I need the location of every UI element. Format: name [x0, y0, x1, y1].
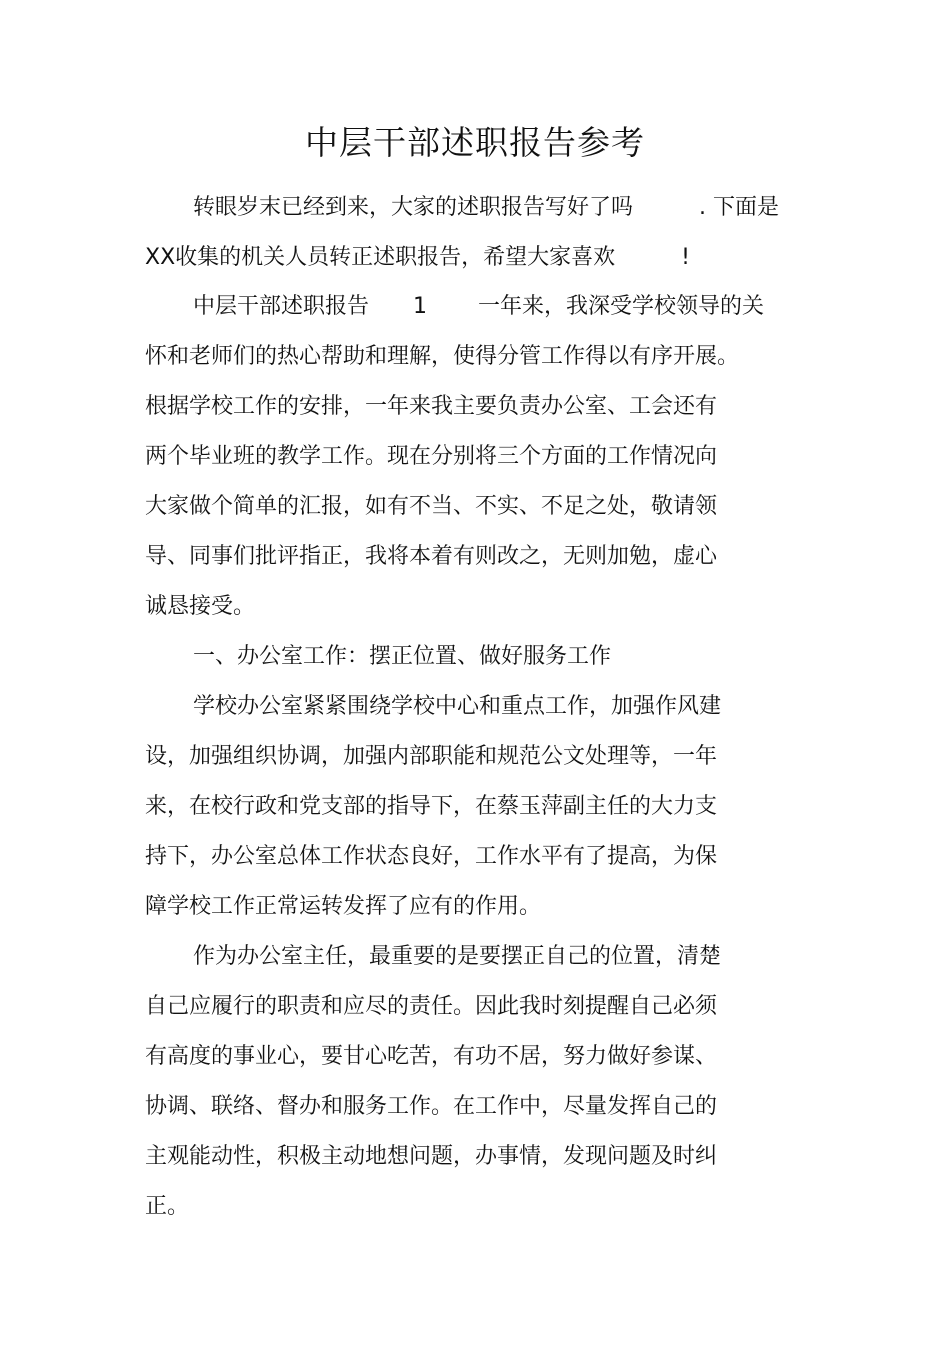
text-line: XX收集的机关人员转正述职报告，希望大家喜欢 ! [145, 245, 690, 270]
text-line: 来，在校行政和党支部的指导下，在蔡玉萍副主任的大力支 [145, 794, 718, 819]
text-line: 诚恳接受。 [145, 594, 256, 619]
section-heading: 一、办公室工作：摆正位置、做好服务工作 [193, 644, 612, 669]
text-line: 设，加强组织协调，加强内部职能和规范公文处理等，一年 [145, 744, 718, 769]
text-line: 障学校工作正常运转发挥了应有的作用。 [145, 894, 542, 919]
text-line: 持下，办公室总体工作状态良好，工作水平有了提高，为保 [145, 844, 718, 869]
document-title: 中层干部述职报告参考 [305, 123, 645, 162]
text-line: 怀和老师们的热心帮助和理解，使得分管工作得以有序开展。 [145, 344, 740, 369]
text-line: 导、同事们批评指正，我将本着有则改之，无则加勉，虚心 [145, 544, 718, 569]
text-line: 两个毕业班的教学工作。现在分别将三个方面的工作情况向 [145, 444, 718, 469]
text-line: 主观能动性，积极主动地想问题，办事情，发现问题及时纠 [145, 1144, 718, 1169]
text-line: 根据学校工作的安排，一年来我主要负责办公室、工会还有 [145, 394, 718, 419]
text-line: 正。 [145, 1194, 190, 1219]
text-line: 自己应履行的职责和应尽的责任。因此我时刻提醒自己必须 [145, 994, 718, 1019]
text-line: 转眼岁末已经到来，大家的述职报告写好了吗 . 下面是 [193, 195, 779, 220]
text-line: 作为办公室主任，最重要的是要摆正自己的位置，清楚 [193, 944, 722, 969]
text-line: 协调、联络、督办和服务工作。在工作中，尽量发挥自己的 [145, 1094, 718, 1119]
text-line: 中层干部述职报告 1 一年来，我深受学校领导的关 [193, 294, 764, 319]
text-line: 学校办公室紧紧围绕学校中心和重点工作，加强作风建 [193, 694, 722, 719]
text-line: 有高度的事业心，要甘心吃苦，有功不居，努力做好参谋、 [145, 1044, 718, 1069]
text-line: 大家做个简单的汇报，如有不当、不实、不足之处，敬请领 [145, 494, 718, 519]
